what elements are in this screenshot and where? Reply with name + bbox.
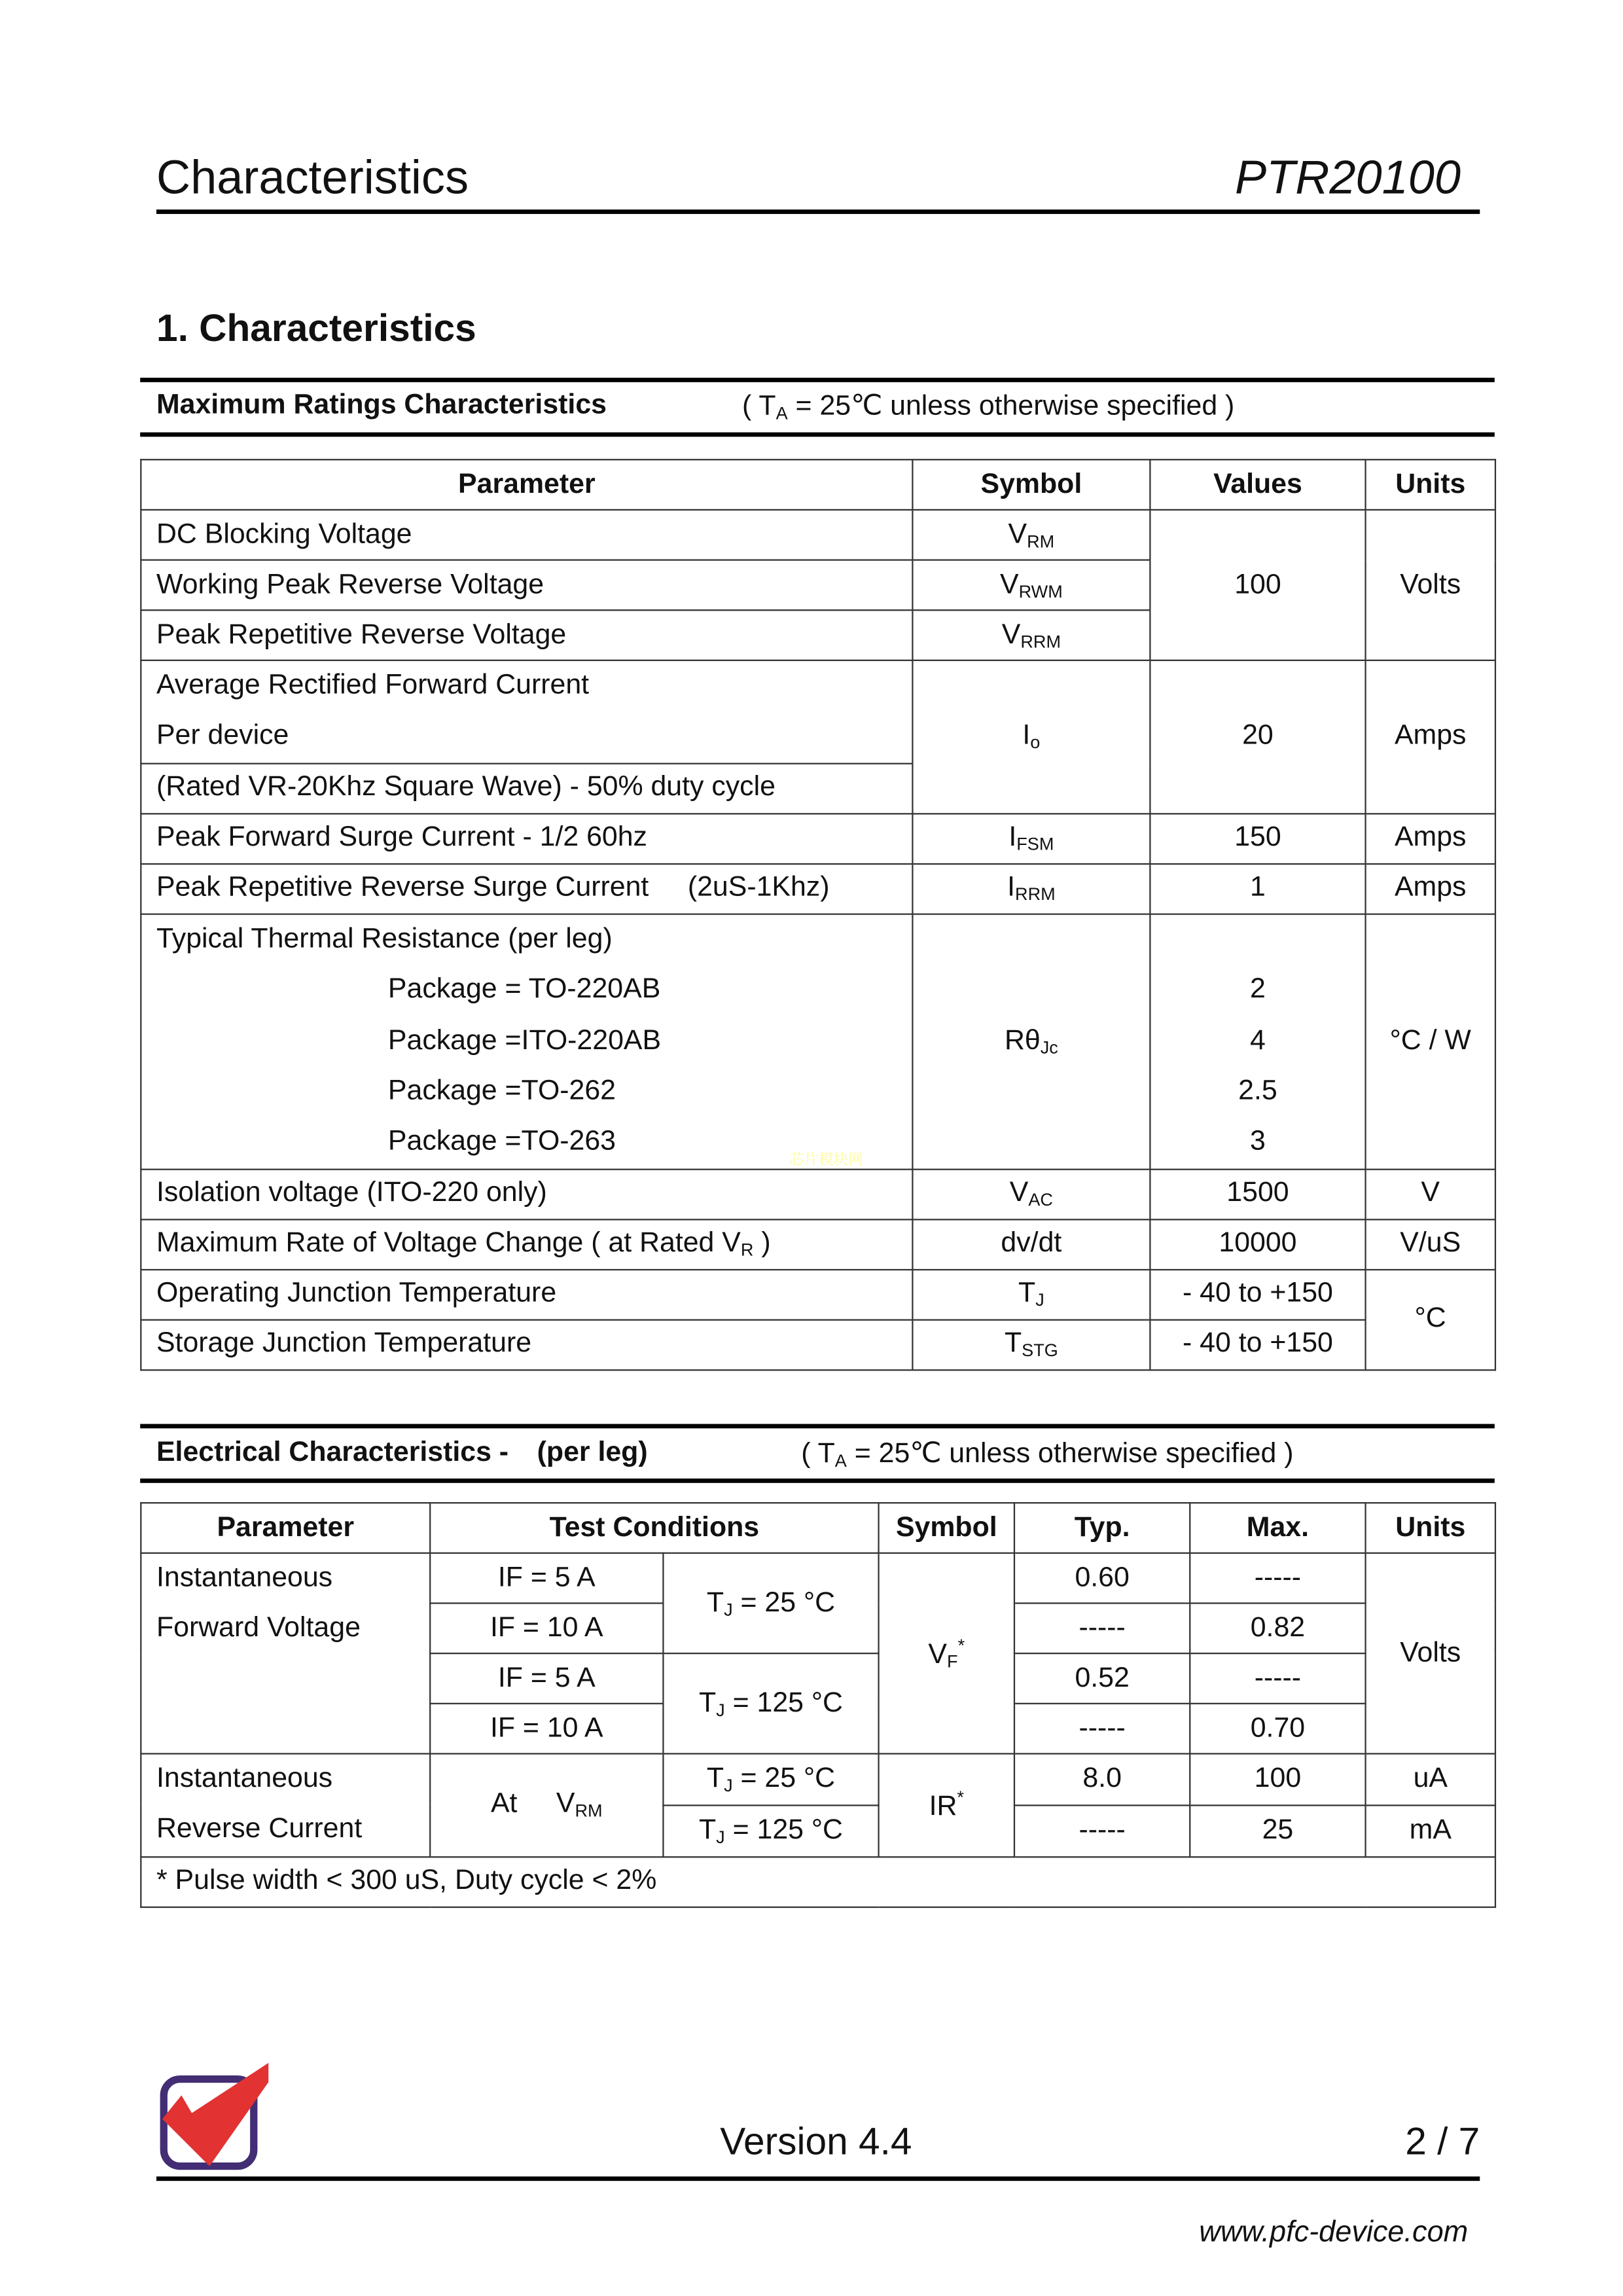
- company-logo-icon: [156, 2060, 268, 2172]
- table-row: [141, 510, 1495, 560]
- values: 2 4 2.5 3: [1150, 914, 1365, 1169]
- table-row: [141, 1553, 1495, 1604]
- units: Amps: [1366, 864, 1495, 914]
- param: (Rated VR-20Khz Square Wave) - 50% duty cycle: [141, 763, 912, 814]
- if-condition: IF = 5 A: [430, 1653, 663, 1704]
- tj-condition: $T_J = 25$ °C: [663, 1553, 878, 1653]
- param: Maximum Rate of Voltage Change ( at Rated $V_R$ ): [141, 1219, 912, 1270]
- page-number: 2 / 7: [1405, 2119, 1480, 2164]
- table-row: [141, 1269, 1495, 1319]
- col-values: Values: [1150, 459, 1365, 510]
- symbol: $V_{AC}$: [912, 1169, 1150, 1219]
- table-row: [141, 864, 1495, 914]
- max-ratings-condition: ( $T_A$ = 25℃ unless otherwise specified ): [742, 391, 1235, 424]
- max: 0.82: [1190, 1604, 1365, 1654]
- col-parameter: Parameter: [141, 1503, 430, 1553]
- param: Peak Repetitive Reverse Voltage: [141, 610, 912, 660]
- units: Volts: [1366, 510, 1495, 660]
- param: Peak Repetitive Reverse Surge Current (2uS-1Khz): [141, 864, 912, 914]
- if-condition: IF = 10 A: [430, 1704, 663, 1754]
- tj-condition: $T_J = 125$ °C: [663, 1805, 878, 1857]
- param: Isolation voltage (ITO-220 only): [141, 1169, 912, 1219]
- table-row: [141, 814, 1495, 864]
- footnote-row: [141, 1857, 1495, 1907]
- col-symbol: Symbol: [912, 459, 1150, 510]
- max: 0.70: [1190, 1704, 1365, 1754]
- value: 150: [1150, 814, 1365, 864]
- symbol: $R\theta_{Jc}$: [912, 914, 1150, 1169]
- max: -----: [1190, 1553, 1365, 1604]
- symbol: $V_F^*$: [879, 1553, 1014, 1754]
- watermark: 芯片模块网: [789, 1152, 863, 1169]
- if-condition: IF = 10 A: [430, 1604, 663, 1654]
- units: °C / W: [1366, 914, 1495, 1169]
- param: Working Peak Reverse Voltage: [141, 560, 912, 611]
- table-row: [141, 660, 1495, 763]
- max-ratings-title: Maximum Ratings Characteristics: [156, 389, 607, 421]
- symbol: $I_{FSM}$: [912, 814, 1150, 864]
- typ: -----: [1014, 1704, 1190, 1754]
- units: Volts: [1366, 1553, 1495, 1754]
- value: - 40 to +150: [1150, 1269, 1365, 1319]
- value: 1500: [1150, 1169, 1365, 1219]
- max: 100: [1190, 1753, 1365, 1805]
- symbol: $I_{RRM}$: [912, 864, 1150, 914]
- section-title: 1. Characteristics: [156, 305, 476, 350]
- symbol: IR*: [879, 1753, 1014, 1856]
- value: 1: [1150, 864, 1365, 914]
- footer-rule: [156, 2176, 1480, 2181]
- electrical-subtitle: (per leg): [537, 1437, 648, 1469]
- electrical-condition: ( $T_A$ = 25℃ unless otherwise specified ): [801, 1439, 1294, 1471]
- header-rule: [156, 209, 1480, 214]
- table-header-row: [141, 1503, 1495, 1553]
- col-test-conditions: Test Conditions: [430, 1503, 878, 1553]
- param: Instantaneous Forward Voltage: [141, 1553, 430, 1754]
- tj-condition: $T_J = 25$ °C: [663, 1753, 878, 1805]
- version: Version 4.4: [720, 2119, 912, 2164]
- units: mA: [1366, 1805, 1495, 1857]
- symbol: $V_{RWM}$: [912, 560, 1150, 611]
- col-parameter: Parameter: [141, 459, 912, 510]
- col-max: Max.: [1190, 1503, 1365, 1553]
- symbol: dv/dt: [912, 1219, 1150, 1270]
- col-symbol: Symbol: [879, 1503, 1014, 1553]
- electrical-table: [140, 1502, 1496, 1907]
- table-row: [141, 1319, 1495, 1370]
- typ: -----: [1014, 1604, 1190, 1654]
- if-condition: IF = 5 A: [430, 1553, 663, 1604]
- value: - 40 to +150: [1150, 1319, 1365, 1370]
- param: Storage Junction Temperature: [141, 1319, 912, 1370]
- header-title: Characteristics: [156, 150, 469, 204]
- units: V/uS: [1366, 1219, 1495, 1270]
- param: Average Rectified Forward Current Per device: [141, 660, 912, 763]
- symbol: $V_{RRM}$: [912, 610, 1150, 660]
- at-condition: At $V_{RM}$: [430, 1753, 663, 1856]
- col-units: Units: [1366, 1503, 1495, 1553]
- table-row: [141, 1753, 1495, 1805]
- divider: [140, 1479, 1495, 1482]
- typ: 8.0: [1014, 1753, 1190, 1805]
- units: Amps: [1366, 660, 1495, 814]
- value: 100: [1150, 510, 1365, 660]
- table-row: [141, 1219, 1495, 1270]
- units: uA: [1366, 1753, 1495, 1805]
- divider: [140, 1424, 1495, 1428]
- symbol: $T_{STG}$: [912, 1319, 1150, 1370]
- value: 20: [1150, 660, 1365, 814]
- param: Peak Forward Surge Current - 1/2 60hz: [141, 814, 912, 864]
- website-link[interactable]: www.pfc-device.com: [1199, 2216, 1469, 2249]
- table-header-row: [141, 459, 1495, 510]
- part-number: PTR20100: [1235, 150, 1461, 204]
- param: Operating Junction Temperature: [141, 1269, 912, 1319]
- electrical-title: Electrical Characteristics -: [156, 1437, 509, 1469]
- divider: [140, 378, 1495, 382]
- typ: 0.52: [1014, 1653, 1190, 1704]
- units: Amps: [1366, 814, 1495, 864]
- footnote: * Pulse width < 300 uS, Duty cycle < 2%: [141, 1857, 1495, 1907]
- max: -----: [1190, 1653, 1365, 1704]
- tj-condition: $T_J = 125$ °C: [663, 1653, 878, 1753]
- col-units: Units: [1366, 459, 1495, 510]
- table-row: [141, 914, 1495, 1169]
- divider: [140, 433, 1495, 437]
- param: Typical Thermal Resistance (per leg) Package = TO-220AB Package =ITO-220AB Package =TO-262 Package =TO-263: [141, 914, 912, 1169]
- col-typ: Typ.: [1014, 1503, 1190, 1553]
- symbol: $I_o$: [912, 660, 1150, 814]
- units: V: [1366, 1169, 1495, 1219]
- typ: 0.60: [1014, 1553, 1190, 1604]
- param: Instantaneous Reverse Current: [141, 1753, 430, 1856]
- typ: -----: [1014, 1805, 1190, 1857]
- param: DC Blocking Voltage: [141, 510, 912, 560]
- units: °C: [1366, 1269, 1495, 1369]
- symbol: $V_{RM}$: [912, 510, 1150, 560]
- table-row: [141, 1169, 1495, 1219]
- value: 10000: [1150, 1219, 1365, 1270]
- max-ratings-table: [140, 459, 1496, 1371]
- max: 25: [1190, 1805, 1365, 1857]
- symbol: $T_J$: [912, 1269, 1150, 1319]
